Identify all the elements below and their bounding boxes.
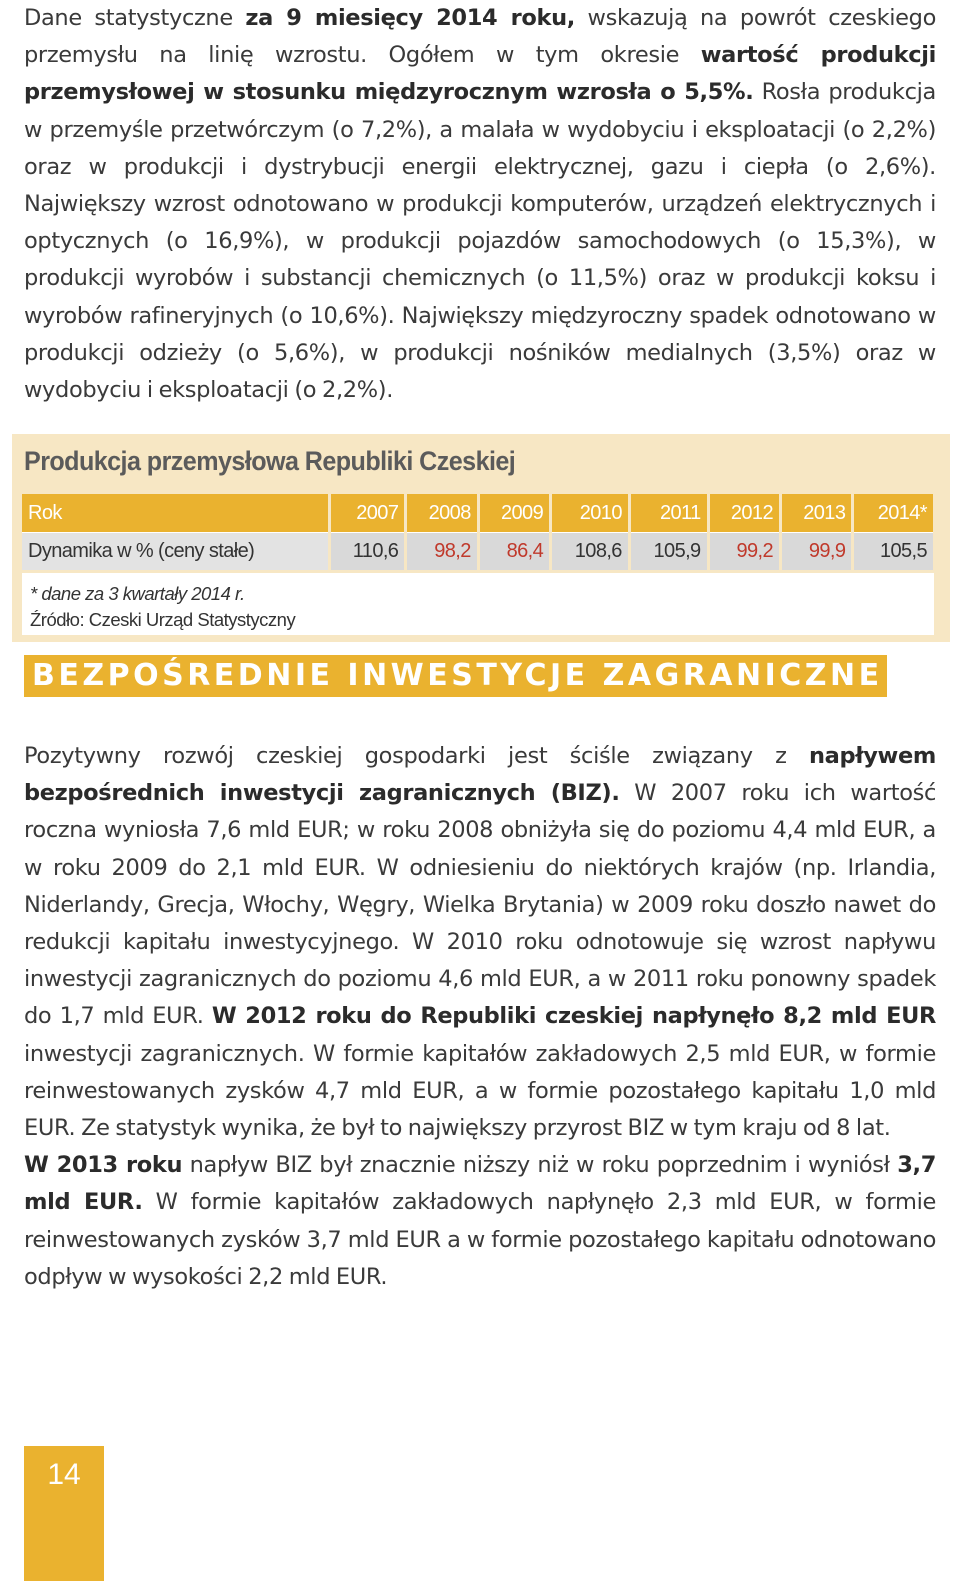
fdi-text-5: W formie kapitałów zakładowych napłynęło 2,3 mld EUR, w formie reinwestowanych zysków 3,7 mld EUR a w formie pozostałego kapitału odnotowano odpływ w wysokości 2,2 mld EUR. bbox=[24, 1189, 936, 1290]
table-row bbox=[22, 532, 933, 570]
fdi-text-2: W 2007 roku ich wartość roczna wyniosła 7,6 mld EUR; w roku 2008 obniżyła się do poziomu 4,4 mld EUR, a w roku 2009 do 2,1 mld EUR. W odniesieniu do niektórych krajów (np. Irlandia, Niderlandy, Grecja, Włochy, Węgry, Wielka Brytania) w 2009 roku doszło nawet do redukcji kapitału inwestycyjnego. W 2010 roku odnotowuje się wzrost napływu inwestycji zagranicznych do poziomu 4,6 mld EUR, a w 2011 roku ponowny spadek do 1,7 mld EUR. bbox=[24, 780, 936, 1030]
value-cell: 110,6 bbox=[331, 532, 405, 570]
fdi-bold-2: W 2012 roku do Republiki czeskiej napłynęło 8,2 mld EUR bbox=[211, 1003, 936, 1030]
section-heading: BEZPOŚREDNIE INWESTYCJE ZAGRANICZNE bbox=[24, 655, 887, 697]
year-header: 2012 bbox=[710, 494, 779, 532]
year-header: 2007 bbox=[331, 494, 405, 532]
intro-paragraph bbox=[24, 0, 936, 409]
year-header: 2011 bbox=[631, 494, 707, 532]
value-cell-negative: 86,4 bbox=[480, 532, 549, 570]
year-header: 2014* bbox=[854, 494, 933, 532]
value-cell: 105,5 bbox=[854, 532, 933, 570]
table-header-row bbox=[22, 494, 933, 532]
row-label: Dynamika w % (ceny stałe) bbox=[22, 532, 328, 570]
footnote: * dane za 3 kwartały 2014 r. bbox=[30, 583, 245, 604]
page-number: 14 bbox=[24, 1446, 104, 1581]
production-table bbox=[19, 494, 936, 570]
intro-bold-2: wartość produkcji przemysłowej w stosunku międzyrocznym wzrosła o 5,5%. bbox=[24, 42, 936, 106]
fdi-text-3: inwestycji zagranicznych. W formie kapitałów zakładowych 2,5 mld EUR, w formie reinwestowanych zysków 4,7 mld EUR, a w formie pozostałego kapitału 1,0 mld EUR. Ze statystyk wynika, że był to największy przyrost BIZ w tym kraju od 8 lat. bbox=[24, 1040, 936, 1142]
value-cell-negative: 98,2 bbox=[407, 532, 476, 570]
value-cell-negative: 99,2 bbox=[710, 532, 779, 570]
intro-bold-1: za 9 miesięcy 2014 roku, bbox=[245, 5, 575, 31]
fdi-paragraph bbox=[24, 738, 936, 1296]
value-cell: 108,6 bbox=[552, 532, 628, 570]
source-note: Źródło: Czeski Urząd Statystyczny bbox=[30, 609, 296, 630]
fdi-text-1: Pozytywny rozwój czeskiej gospodarki jest ściśle związany z bbox=[24, 743, 809, 769]
fdi-text-4: napływ BIZ był znacznie niższy niż w roku poprzednim i wyniósł bbox=[182, 1152, 898, 1179]
year-header: 2008 bbox=[407, 494, 476, 532]
value-cell-negative: 99,9 bbox=[782, 532, 851, 570]
value-cell: 105,9 bbox=[631, 532, 707, 570]
industrial-production-box bbox=[12, 434, 950, 642]
fdi-bold-4: 3,7 mld EUR. bbox=[24, 1152, 936, 1216]
year-header: 2013 bbox=[782, 494, 851, 532]
box-title: Produkcja przemysłowa Republiki Czeskiej bbox=[24, 446, 516, 476]
intro-text-2: wskazują na powrót czeskiego przemysłu na linię wzrostu. Ogółem w tym okresie bbox=[24, 5, 936, 69]
table-notes bbox=[22, 573, 934, 635]
fdi-bold-1: napływem bezpośrednich inwestycji zagranicznych (BIZ). bbox=[24, 743, 936, 807]
intro-text-3: Rosła produkcja w przemyśle przetwórczym (o 7,2%), a malała w wydobyciu i eksploatacji (o 2,2%) oraz w produkcji i dystrybucji energii elektrycznej, gazu i ciepła (o 2,6%). Największy wzrost odnotowano w produkcji komputerów, urządzeń elektrycznych i optycznych (o 16,9%), w produkcji pojazdów samochodowych (o 15,3%), w produkcji wyrobów i substancji chemicznych (o 11,5%) oraz w produkcji koksu i wyrobów rafineryjnych (o 10,6%). Największy międzyroczny spadek odnotowano w produkcji odzieży (o 5,6%), w produkcji nośników medialnych (3,5%) oraz w wydobyciu i eksploatacji (o 2,2%). bbox=[24, 79, 936, 404]
intro-text-1: Dane statystyczne bbox=[24, 5, 246, 31]
header-label: Rok bbox=[22, 494, 328, 532]
year-header: 2009 bbox=[480, 494, 549, 532]
fdi-bold-3: W 2013 roku bbox=[24, 1152, 183, 1179]
year-header: 2010 bbox=[552, 494, 628, 532]
